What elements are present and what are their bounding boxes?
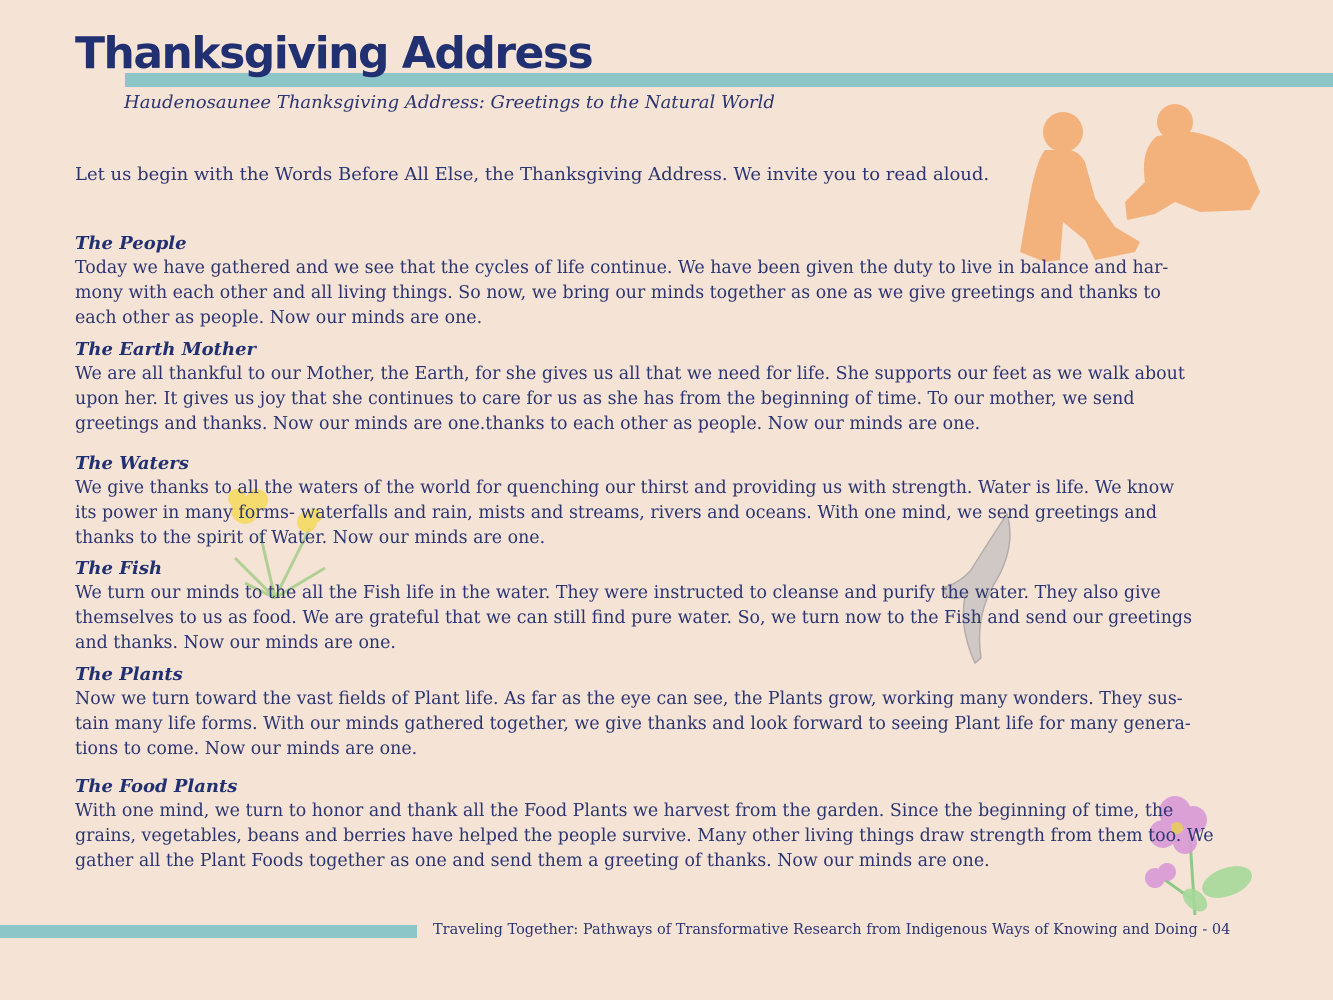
section-body: Now we turn toward the vast fields of Plant life. As far as the eye can see, the Plants grow, working many wonders. They sus- tain many life forms. With our minds gathered together, we give thanks and look forward to seeing Plant life for many genera- tions to come. Now our minds are one. <box>75 689 1191 759</box>
section-the-fish <box>75 556 1280 656</box>
page-title: Thanksgiving Address <box>75 28 593 79</box>
section-the-plants <box>75 662 1280 762</box>
section-heading: The Waters <box>75 453 189 474</box>
section-heading: The Earth Mother <box>75 339 257 360</box>
footer-accent-bar <box>0 925 417 938</box>
section-heading: The Food Plants <box>75 776 238 797</box>
section-heading: The Fish <box>75 558 163 579</box>
section-the-earth-mother <box>75 337 1280 437</box>
section-body: Today we have gathered and we see that the cycles of life continue. We have been given the duty to live in balance and har- mony with each other and all living things. So now, we bring our minds together as one as we give greetings and thanks to each other as people. Now our minds are one. <box>75 258 1169 328</box>
section-the-people <box>75 231 1280 331</box>
intro-paragraph: Let us begin with the Words Before All Else, the Thanksgiving Address. We invite you to read aloud. <box>75 164 990 185</box>
footer-text: Traveling Together: Pathways of Transformative Research from Indigenous Ways of Knowing and Doing - 04 <box>433 922 1231 938</box>
section-body: We are all thankful to our Mother, the Earth, for she gives us all that we need for life. She supports our feet as we walk about upon her. It gives us joy that she continues to care for us as she has from the beginning of time. To our mother, we send greetings and thanks. Now our minds are one.thanks to each other as people. Now our minds are one. <box>75 364 1185 434</box>
section-body: We turn our minds to the all the Fish life in the water. They were instructed to cleanse and purify the water. They also give themselves to us as food. We are grateful that we can still find pure water. So, we turn now to the Fish and send our greetings and thanks. Now our minds are one. <box>75 583 1192 653</box>
section-the-waters <box>75 451 1280 551</box>
page-subtitle: Haudenosaunee Thanksgiving Address: Greetings to the Natural World <box>124 92 775 113</box>
section-body: We give thanks to all the waters of the world for quenching our thirst and providing us with strength. Water is life. We know its power in many forms- waterfalls and rain, mists and streams, rivers and oceans. With one mind, we send greetings and thanks to the spirit of Water. Now our minds are one. <box>75 478 1175 548</box>
section-body: With one mind, we turn to honor and thank all the Food Plants we harvest from the garden. Since the beginning of time, the grains, vegetables, beans and berries have helped the people survive. Many other living things draw strength from them too. We gather all the Plant Foods together as one and send them a greeting of thanks. Now our minds are one. <box>75 801 1214 871</box>
section-heading: The Plants <box>75 664 183 685</box>
section-the-food-plants <box>75 774 1280 874</box>
section-heading: The People <box>75 233 187 254</box>
